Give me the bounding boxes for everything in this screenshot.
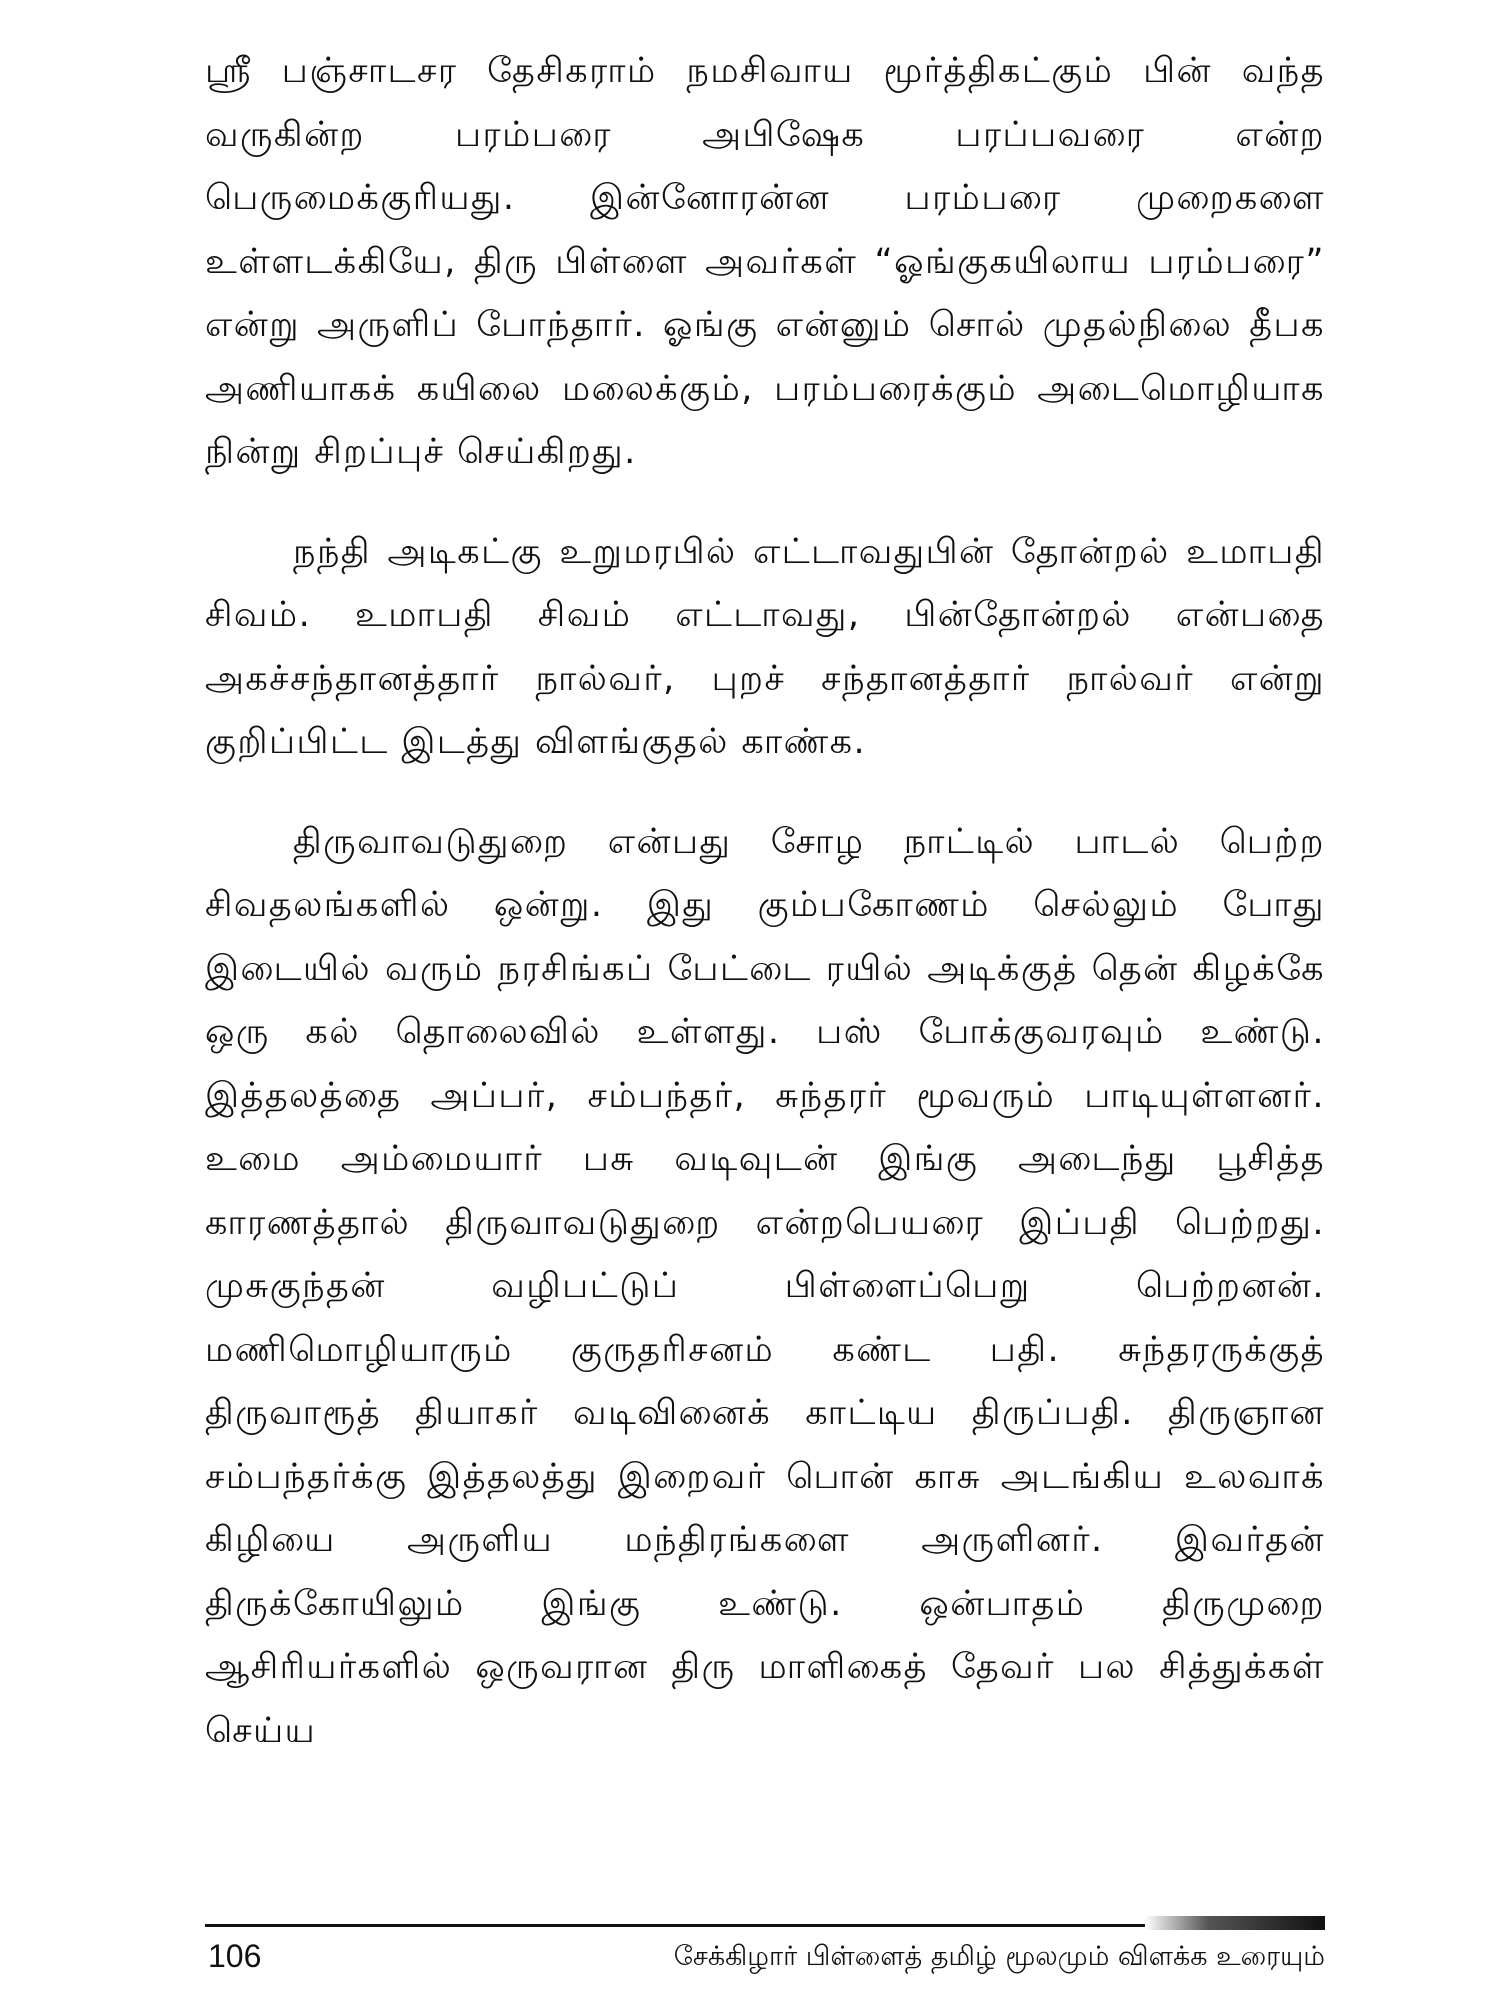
paragraph-thiruvavaduthurai: திருவாவடுதுறை என்பது சோழ நாட்டில் பாடல் பெற்ற சிவதலங்களில் ஒன்று. இது கும்பகோணம் செல்லும் போது இடையில் வரும் நரசிங்கப் பேட்டை ரயில் அடிக்குத் தென் கிழக்கே ஒரு கல் தொலைவில் உள்ளது. பஸ் போக்குவரவும் உண்டு. இத்தலத்தை அப்பர், சம்பந்தர், சுந்தரர் மூவரும் பாடியுள்ளனர். உமை அம்மையார் பசு வடிவுடன் இங்கு அடைந்து பூசித்த காரணத்தால் திருவாவடுதுறை என்றபெயரை இப்பதி பெற்றது. முசுகுந்தன் வழிபட்டுப் பிள்ளைப்பெறு பெற்றனன். மணிமொழியாரும் குருதரிசனம் கண்ட பதி. சுந்தரருக்குத் திருவாரூத் தியாகர் வடிவினைக் காட்டிய திருப்பதி. திருஞான சம்பந்தர்க்கு இத்தலத்து இறைவர் பொன் காசு அடங்கிய உலவாக் கிழியை அருளிய மந்திரங்களை அருளினர். இவர்தன் திருக்கோயிலும் இங்கு உண்டு. ஒன்பாதம் திருமுறை ஆசிரியர்களில் ஒருவரான திரு மாளிகைத் தேவர் பல சித்துக்கள் செய்ய <box>205 821 1325 1751</box>
footer-rule-heavy <box>1145 1916 1325 1930</box>
running-title: சேக்கிழார் பிள்ளைத் தமிழ் மூலமும் விளக்க உரையும் <box>673 1941 1325 1972</box>
page-number: 106 <box>208 1938 262 1974</box>
paragraph-umapathi-sivam: நந்தி அடிகட்கு உறுமரபில் எட்டாவதுபின் தோன்றல் உமாபதி சிவம். உமாபதி சிவம் எட்டாவது, பின்தோன்றல் என்பதை அகச்சந்தானத்தார் நால்வர், புறச் சந்தானத்தார் நால்வர் என்று குறிப்பிட்ட இடத்து விளங்குதல் காண்க. <box>205 531 1325 762</box>
page-body <box>205 40 1325 1763</box>
paragraph-parampara: ஸ்ரீ பஞ்சாடசர தேசிகராம் நமசிவாய மூர்த்திகட்கும் பின் வந்த வருகின்ற பரம்பரை அபிஷேக பரப்பவரை என்ற பெருமைக்குரியது. இன்னோரன்ன பரம்பரை முறைகளை உள்ளடக்கியே, திரு பிள்ளை அவர்கள் “ஓங்குகயிலாய பரம்பரை” என்று அருளிப் போந்தார். ஓங்கு என்னும் சொல் முதல்நிலை தீபக அணியாகக் கயிலை மலைக்கும், பரம்பரைக்கும் அடைமொழியாக நின்று சிறப்புச் செய்கிறது. <box>205 51 1325 472</box>
